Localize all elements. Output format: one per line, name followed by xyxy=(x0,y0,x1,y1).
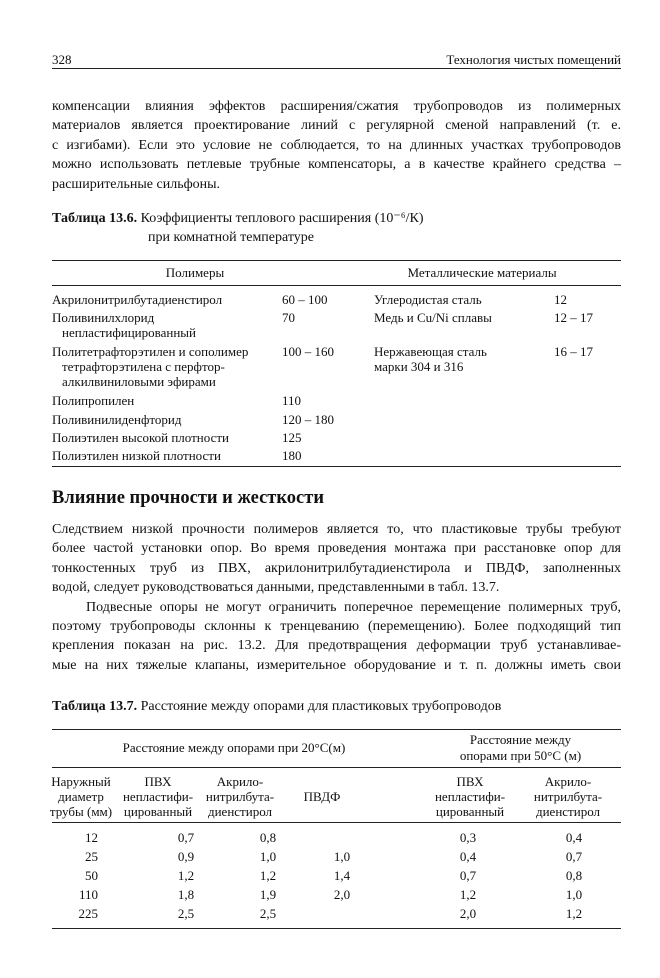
text-line: материалов является проектирование линий с регулярной сменой направлений (т. е. xyxy=(52,118,621,134)
text-line: с изгибами). Если это условие не соблюдается, то на длинных участках трубопроводов xyxy=(52,137,621,153)
section-heading: Влияние прочности и жесткости xyxy=(52,488,324,508)
metal-name: Медь и Cu/Ni сплавы xyxy=(374,310,492,325)
col-header-pvdf-20: ПВДФ xyxy=(303,789,341,804)
metal-value: 12 – 17 xyxy=(554,310,593,325)
group-header-50c-line2: опорами при 50°С (м) xyxy=(459,748,582,763)
table-cell: 2,5 xyxy=(177,906,195,921)
table-header-rule xyxy=(52,822,621,823)
text-line: поэтому трубопроводы склонны к тренцеванию (перемещению). Более подходящий тип xyxy=(52,619,621,634)
polymer-name: Акрилонитрилбутадиенстирол xyxy=(52,292,223,307)
polymer-name: Полиэтилен высокой плотности xyxy=(52,430,229,445)
caption-label: Таблица 13.6. xyxy=(52,211,138,226)
table-cell: 1,9 xyxy=(259,887,277,902)
table-cell: 2,5 xyxy=(259,906,277,921)
table-top-rule xyxy=(52,729,621,730)
caption-label: Таблица 13.7. xyxy=(52,699,138,714)
polymer-name-cont: алкилвиниловыми эфирами xyxy=(62,374,216,389)
table-cell: 110 xyxy=(78,887,98,902)
polymer-name: Полипропилен xyxy=(52,393,135,408)
polymer-name: Поливинилиденфторид xyxy=(52,412,182,427)
running-header xyxy=(52,52,621,69)
table-cell: 1,0 xyxy=(259,849,277,864)
table-cell: 1,2 xyxy=(459,887,477,902)
header-polymers: Полимеры xyxy=(165,265,225,280)
polymer-value: 100 – 160 xyxy=(282,344,334,359)
caption-text: Коэффициенты теплового расширения (10⁻⁶/К) xyxy=(140,211,424,226)
text-line: компенсации влияния эффектов расширения/сжатия трубопроводов из полимерных xyxy=(52,99,621,114)
text-line: тонкостенных труб из ПВХ, акрилонитрилбутадиенстирола и ПВДФ, заполненных xyxy=(52,560,621,576)
table-cell: 0,7 xyxy=(177,830,195,845)
table-header-rule xyxy=(52,285,621,286)
col-header-pvc-50: ПВХ непластифи- цированный xyxy=(434,774,506,819)
section-paragraph-1 xyxy=(52,520,621,598)
table-bottom-rule xyxy=(52,928,621,929)
table-cell: 1,2 xyxy=(259,868,277,883)
group-header-50c-line1: Расстояние между xyxy=(469,732,572,747)
table-cell: 0,8 xyxy=(565,868,583,883)
metal-value: 16 – 17 xyxy=(554,344,593,359)
page-number: 328 xyxy=(52,52,72,67)
table-cell: 0,9 xyxy=(177,849,195,864)
table-cell: 2,0 xyxy=(333,887,351,902)
col-header-abs-50: Акрило- нитрилбута- диенстирол xyxy=(533,774,603,819)
polymer-name-cont: тетрафторэтилена с перфтор- xyxy=(62,359,225,374)
table-cell: 0,7 xyxy=(565,849,583,864)
polymer-value: 180 xyxy=(282,448,302,463)
polymer-name: Полиэтилен низкой плотности xyxy=(52,448,221,463)
polymer-value: 125 xyxy=(282,430,302,445)
table-13-6-caption-line2: при комнатной температуре xyxy=(148,230,315,245)
table-cell: 1,0 xyxy=(333,849,351,864)
col-header-abs-20: Акрило- нитрилбута- диенстирол xyxy=(205,774,275,819)
table-cell: 1,8 xyxy=(177,887,195,902)
polymer-name: Поливинилхлорид xyxy=(52,310,155,325)
table-cell: 12 xyxy=(85,830,98,845)
polymer-name-cont: непластифицированный xyxy=(62,325,196,340)
metal-name: Углеродистая сталь xyxy=(374,292,482,307)
table-top-rule xyxy=(52,260,621,261)
table-cell: 0,4 xyxy=(459,849,477,864)
metal-name-cont: марки 304 и 316 xyxy=(374,359,464,374)
table-cell: 0,8 xyxy=(259,830,277,845)
metal-name: Нержавеющая сталь xyxy=(374,344,487,359)
text-line: Следствием низкой прочности полимеров является то, что пластиковые трубы требуют xyxy=(52,522,621,537)
table-cell: 1,4 xyxy=(333,868,351,883)
table-cell: 1,2 xyxy=(177,868,195,883)
text-line: более частой установки опор. Во время проведения монтажа при расстановке опор для xyxy=(52,541,621,557)
section-paragraph-2 xyxy=(52,598,621,676)
intro-paragraph xyxy=(52,97,621,194)
col-header-diameter: Наружный диаметр трубы (мм) xyxy=(49,774,113,819)
text-line: мые на них тяжелые клапаны, измерительное оборудование и т. п. должны иметь свои xyxy=(52,657,621,673)
table-13-7-caption xyxy=(52,697,501,716)
text-line: водой, следует руководствоваться данными, представленными в табл. 13.7. xyxy=(52,580,500,596)
polymer-value: 70 xyxy=(282,310,295,325)
polymer-name: Политетрафторэтилен и сополимер xyxy=(52,344,249,359)
table-cell: 50 xyxy=(85,868,98,883)
text-line: Подвесные опоры не могут ограничить поперечное перемещение полимерных труб, xyxy=(86,599,621,615)
table-cell: 0,4 xyxy=(565,830,583,845)
polymer-value: 120 – 180 xyxy=(282,412,334,427)
table-cell: 0,7 xyxy=(459,868,477,883)
header-metals: Металлические материалы xyxy=(407,265,557,280)
group-header-rule xyxy=(52,767,621,768)
group-header-20c: Расстояние между опорами при 20°С(м) xyxy=(122,740,346,755)
table-bottom-rule xyxy=(52,466,621,467)
table-cell: 1,0 xyxy=(565,887,583,902)
table-13-6-caption xyxy=(52,209,424,228)
col-header-pvc-20: ПВХ непластифи- цированный xyxy=(122,774,194,819)
polymer-value: 110 xyxy=(282,393,302,408)
text-line: можно использовать петлевые трубные компенсаторы, а в качестве крайнего средства – xyxy=(52,157,621,173)
table-cell: 0,3 xyxy=(459,830,477,845)
table-cell: 25 xyxy=(85,849,98,864)
metal-value: 12 xyxy=(554,292,567,307)
text-line: расширительные сильфоны. xyxy=(52,176,221,192)
text-line: крепления показан на рис. 13.2. Для предотвращения деформации труб устанавливае- xyxy=(52,638,621,654)
table-cell: 2,0 xyxy=(459,906,477,921)
polymer-value: 60 – 100 xyxy=(282,292,328,307)
table-cell: 225 xyxy=(78,906,98,921)
caption-text: Расстояние между опорами для пластиковых трубопроводов xyxy=(140,699,502,714)
table-cell: 1,2 xyxy=(565,906,583,921)
running-title: Технология чистых помещений xyxy=(446,52,621,67)
